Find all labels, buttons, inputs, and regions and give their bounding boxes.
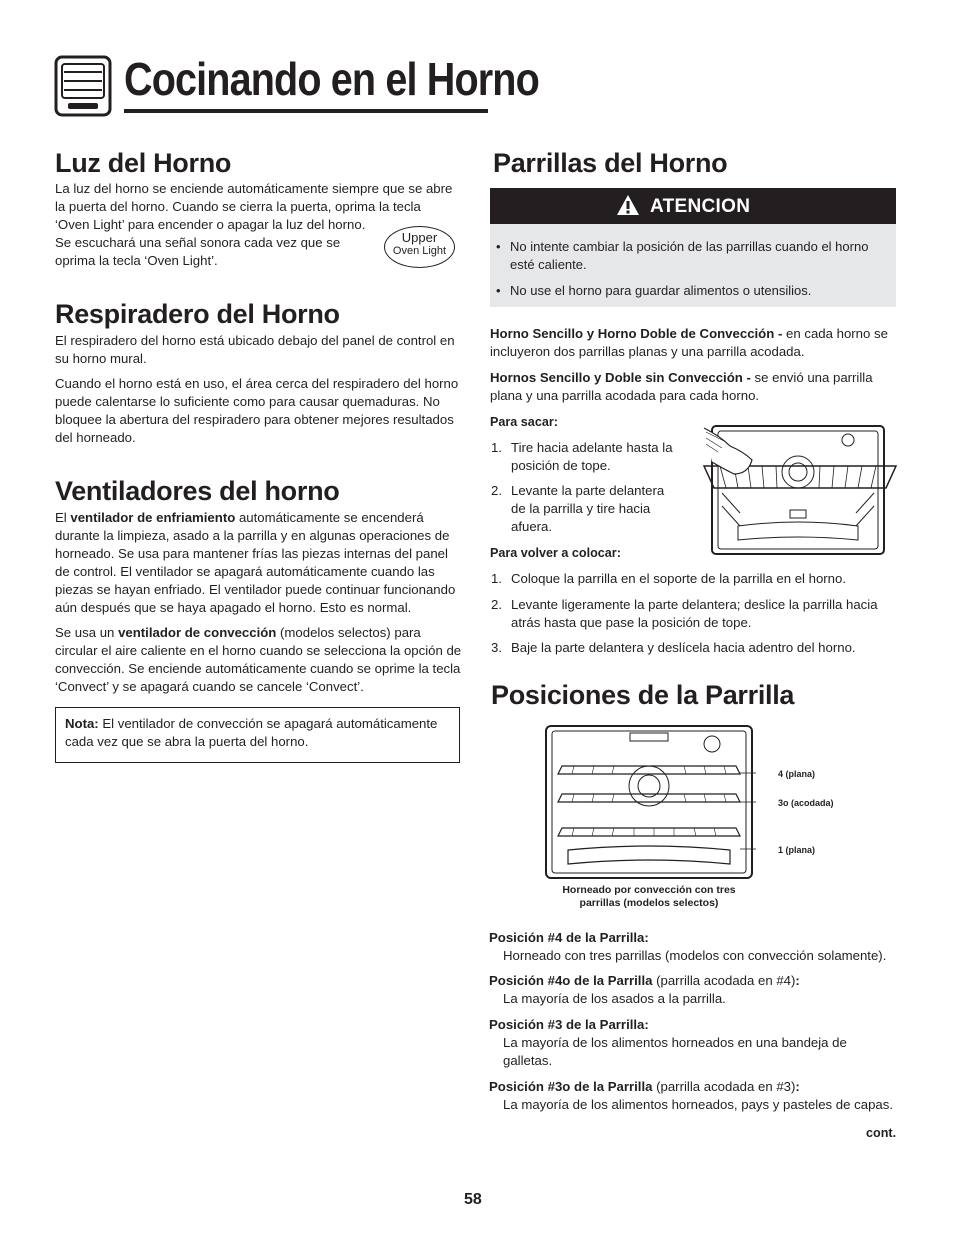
continued-marker: cont. <box>866 1126 897 1140</box>
remove-heading: Para sacar: <box>490 415 558 429</box>
respiradero-p1: El respiradero del horno está ubicado debajo del panel de control en su horno mural. <box>55 333 455 366</box>
warning-icon <box>616 194 640 216</box>
page-title: Cocinando en el Horno <box>124 53 539 105</box>
warning-header <box>490 188 896 224</box>
ventiladores-heading: Ventiladores del horno <box>55 476 340 506</box>
diagram-caption: Horneado por convección con tres parrillas (modelos selectos) <box>562 884 736 909</box>
position-item: Posición #4o de la Parrilla (parrilla acodada en #4): La mayoría de los asados a la parrilla. <box>489 973 800 1006</box>
parrillas-heading: Parrillas del Horno <box>493 148 728 178</box>
noconv-racks-text: Hornos Sencillo y Doble sin Convección - se envió una parrilla plana y una parrilla acodada para cada horno. <box>490 370 873 403</box>
note-box: Nota: El ventilador de convección se apagará automáticamente cada vez que se abra la puerta del horno. <box>55 707 460 763</box>
replace-step: 2. Levante ligeramente la parte delantera; deslice la parrilla hacia atrás hasta que pase la posición de tope. <box>491 597 878 630</box>
warning-item: • No intente cambiar la posición de las parrillas cuando el horno esté caliente. <box>496 239 869 272</box>
remove-step: 2. Levante la parte delantera de la parrilla y tire hacia afuera. <box>491 483 665 534</box>
replace-heading: Para volver a colocar: <box>490 546 621 560</box>
rack-removal-illustration <box>700 418 900 558</box>
replace-step: 1. Coloque la parrilla en el soporte de la parrilla en el horno. <box>491 571 847 586</box>
conv-racks-text: Horno Sencillo y Horno Doble de Convección - en cada horno se incluyeron dos parrillas planas y una parrilla acodada. <box>490 326 888 359</box>
replace-step: 3. Baje la parte delantera y deslícela hacia adentro del horno. <box>491 640 856 655</box>
position-item: Posición #3o de la Parrilla (parrilla acodada en #3): La mayoría de los alimentos horneados, pays y pasteles de capas. <box>489 1079 893 1112</box>
label-rack-4: 4 (plana) <box>778 769 816 779</box>
rack-positions-diagram <box>544 724 756 882</box>
oven-light-key: Upper Oven Light <box>384 226 455 268</box>
luz-heading: Luz del Horno <box>55 148 232 178</box>
label-rack-3o: 3o (acodada) <box>778 798 834 808</box>
respiradero-p2: Cuando el horno está en uso, el área cerca del respiradero del horno puede calentarse lo suficiente como para causar quemaduras. No bloquee la abertura del respiradero para obtener mejores resultados del horneado. <box>55 376 459 445</box>
remove-step: 1. Tire hacia adelante hasta la posición de tope. <box>491 440 673 473</box>
posiciones-heading: Posiciones de la Parrilla <box>491 680 795 710</box>
position-item: Posición #4 de la Parrilla: Horneado con tres parrillas (modelos con convección solamente). <box>489 930 887 963</box>
luz-text: La luz del horno se enciende automáticamente siempre que se abre la puerta del horno. Cuando se cierra la puerta, oprima la tecla ‘Oven Light’ para encender o apagar la luz del horno. Se escuchará una señal sonora cada vez que se oprima la tecla ‘Oven Light’. <box>55 181 453 268</box>
label-rack-1: 1 (plana) <box>778 845 816 855</box>
warning-item: • No use el horno para guardar alimentos o utensilios. <box>496 283 812 298</box>
position-item: Posición #3 de la Parrilla: La mayoría de los alimentos horneados en una bandeja de galletas. <box>489 1017 847 1068</box>
ventiladores-p2: Se usa un ventilador de convección (modelos selectos) para circular el aire caliente en el horno cuando se selecciona la opción de convección. Se enciende automáticamente cuando se oprime la tecla ‘Convect’ y se apagará cuando se cancele ‘Convect’. <box>55 625 462 694</box>
oven-icon <box>54 55 112 118</box>
page-number: 58 <box>464 1191 482 1208</box>
respiradero-heading: Respiradero del Horno <box>55 299 340 329</box>
title-underline <box>124 109 488 113</box>
ventiladores-p1: El ventilador de enfriamiento automáticamente se encenderá durante la limpieza, asado a la parrilla y en algunas operaciones de horneado. Se usa para mantener frías las piezas internas del panel de control. El ventilador se apagará automáticamente cuando las piezas se hayan enfriado. El ventilador puede continuar funcionando aún después que se haya apagado el horno. Esto es normal. <box>55 510 456 615</box>
warning-list <box>490 224 896 307</box>
warning-label: ATENCION <box>650 196 751 217</box>
